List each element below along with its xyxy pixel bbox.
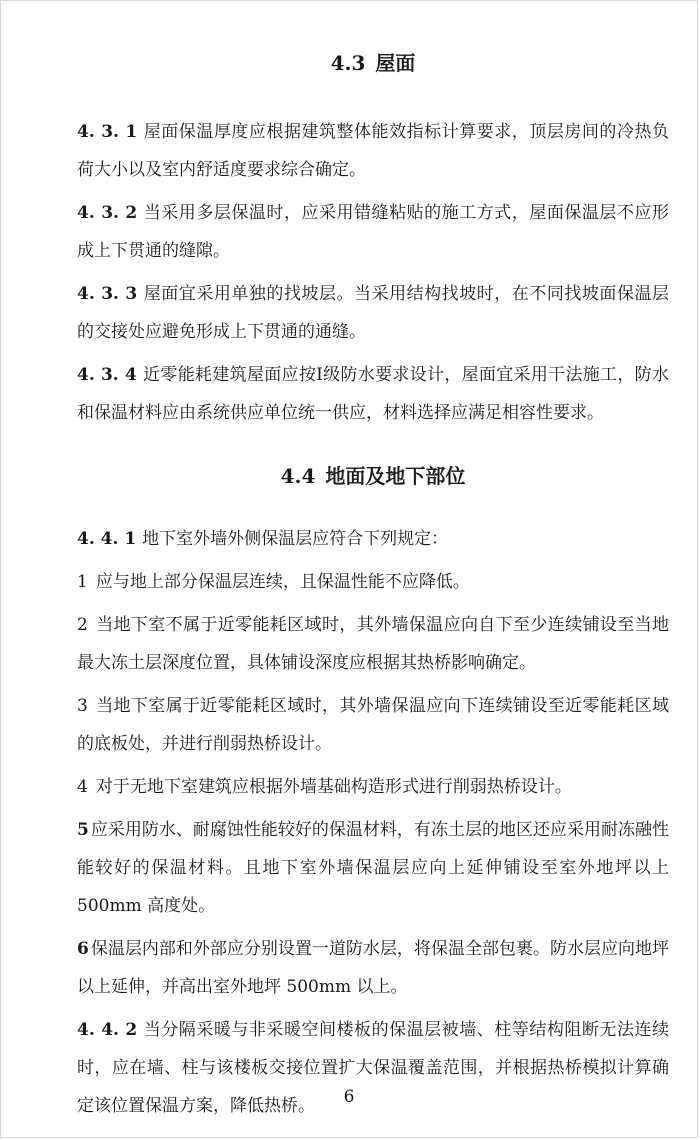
clause-4-3-2 [77, 194, 669, 270]
section-heading-4-3 [77, 41, 669, 85]
section-title: 地面及地下部位 [325, 464, 466, 488]
section-number: 4.3 [330, 51, 366, 75]
item-number: 1 [77, 572, 88, 592]
section-title: 屋面 [375, 51, 416, 75]
clause-text: 当分隔采暖与非采暖空间楼板的保温层被墙、柱等结构阻断无法连续时，应在墙、柱与该楼板交接位置扩大保温覆盖范围，并根据热桥模拟计算确定该位置保温方案，降低热桥。 [77, 1020, 669, 1116]
list-item-4 [77, 768, 669, 806]
item-text: 应采用防水、耐腐蚀性能较好的保温材料，有冻土层的地区还应采用耐冻融性能较好的保温材料。且地下室外墙保温层应向上延伸铺设至室外地坪以上500mm 高度处。 [77, 820, 669, 916]
list-item-2 [77, 606, 669, 682]
page-content [77, 41, 669, 1125]
item-number: 5 [77, 820, 89, 840]
clause-number: 4. 3. 4 [77, 365, 137, 385]
list-item-1 [77, 563, 669, 601]
clause-4-4-1 [77, 520, 669, 558]
clause-4-4-2 [77, 1011, 669, 1125]
list-item-3 [77, 687, 669, 763]
item-text: 对于无地下室建筑应根据外墙基础构造形式进行削弱热桥设计。 [95, 777, 572, 797]
clause-text: 地下室外墙外侧保温层应符合下列规定： [142, 529, 449, 549]
item-number: 2 [77, 615, 88, 635]
item-text: 当地下室属于近零能耗区域时，其外墙保温应向下连续铺设至近零能耗区域的底板处，并进行削弱热桥设计。 [77, 696, 669, 754]
clause-number: 4. 4. 1 [77, 529, 137, 549]
section-number: 4.4 [280, 464, 316, 488]
item-text: 应与地上部分保温层连续，且保温性能不应降低。 [95, 572, 470, 592]
clause-text: 屋面保温厚度应根据建筑整体能效指标计算要求，顶层房间的冷热负荷大小以及室内舒适度要求综合确定。 [77, 122, 669, 180]
clause-number: 4. 3. 1 [77, 122, 138, 142]
clause-text: 当采用多层保温时，应采用错缝粘贴的施工方式，屋面保温层不应形成上下贯通的缝隙。 [77, 203, 669, 261]
clause-4-3-1 [77, 113, 669, 189]
list-item-6 [77, 930, 669, 1006]
list-item-5 [77, 811, 669, 925]
item-number: 4 [77, 777, 88, 797]
clause-number: 4. 4. 2 [77, 1020, 138, 1040]
clause-text: 近零能耗建筑屋面应按Ⅰ级防水要求设计，屋面宜采用干法施工，防水和保温材料应由系统供应单位统一供应，材料选择应满足相容性要求。 [77, 365, 669, 423]
clause-number: 4. 3. 3 [77, 284, 138, 304]
item-number: 3 [77, 696, 88, 716]
clause-text: 屋面宜采用单独的找坡层。当采用结构找坡时，在不同找坡面保温层的交接处应避免形成上下贯通的通缝。 [77, 284, 669, 342]
clause-4-3-3 [77, 275, 669, 351]
item-text: 保温层内部和外部应分别设置一道防水层，将保温全部包裹。防水层应向地坪以上延伸，并高出室外地坪 500mm 以上。 [77, 939, 669, 997]
item-number: 6 [77, 939, 89, 959]
clause-4-3-4 [77, 356, 669, 432]
item-text: 当地下室不属于近零能耗区域时，其外墙保温应向自下至少连续铺设至当地最大冻土层深度位置，具体铺设深度应根据其热桥影响确定。 [77, 615, 669, 673]
section-heading-4-4 [77, 454, 669, 498]
page-number: 6 [343, 1087, 355, 1107]
clause-number: 4. 3. 2 [77, 203, 138, 223]
